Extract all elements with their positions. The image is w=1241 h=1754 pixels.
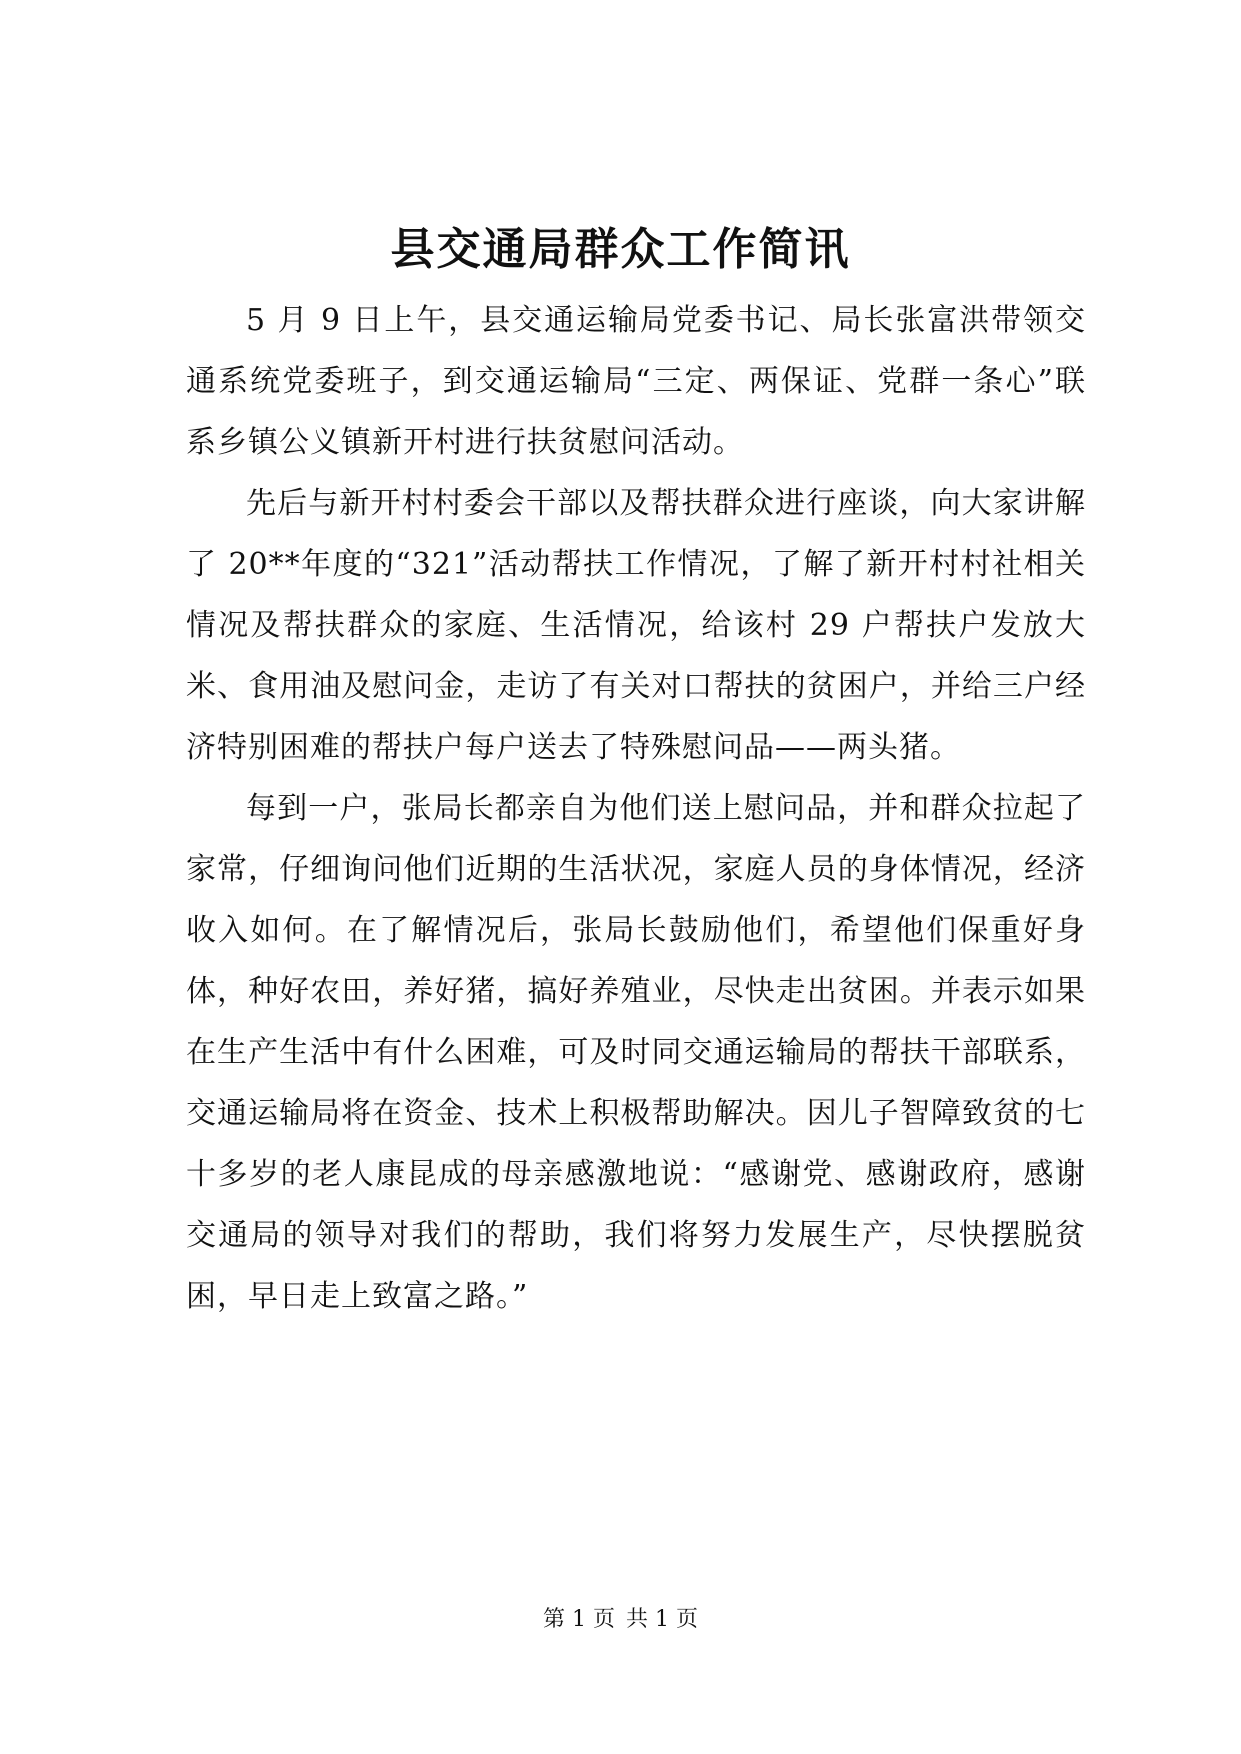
page-number: 第 1 页	[543, 1607, 615, 1632]
page-footer	[0, 1605, 1241, 1635]
document-title: 县交通局群众工作简讯	[390, 224, 851, 275]
paragraph-2: 先后与新开村村委会干部以及帮扶群众进行座谈，向大家讲解了 20**年度的“321”活动帮扶工作情况，了解了新开村村社相关情况及帮扶群众的家庭、生活情况，给该村 29 户帮扶户发放大米、食用油及慰问金，走访了有关对口帮扶的贫困户，并给三户经济特别困难的帮扶户每户送去了特殊慰问品——两头猪。	[186, 486, 1086, 765]
paragraph-3: 每到一户，张局长都亲自为他们送上慰问品，并和群众拉起了家常，仔细询问他们近期的生活状况，家庭人员的身体情况，经济收入如何。在了解情况后，张局长鼓励他们，希望他们保重好身体，种好农田，养好猪，搞好养殖业，尽快走出贫困。并表示如果在生产生活中有什么困难，可及时同交通运输局的帮扶干部联系，交通运输局将在资金、技术上积极帮助解决。因儿子智障致贫的七十多岁的老人康昆成的母亲感激地说：“感谢党、感谢政府，感谢交通局的领导对我们的帮助，我们将努力发展生产，尽快摆脱贫困，早日走上致富之路。”	[186, 791, 1086, 1314]
page-total: 共 1 页	[626, 1607, 698, 1632]
paragraph-1: 5 月 9 日上午，县交通运输局党委书记、局长张富洪带领交通系统党委班子，到交通运输局“三定、两保证、党群一条心”联系乡镇公义镇新开村进行扶贫慰问活动。	[186, 303, 1086, 460]
document-body	[186, 290, 1086, 1327]
